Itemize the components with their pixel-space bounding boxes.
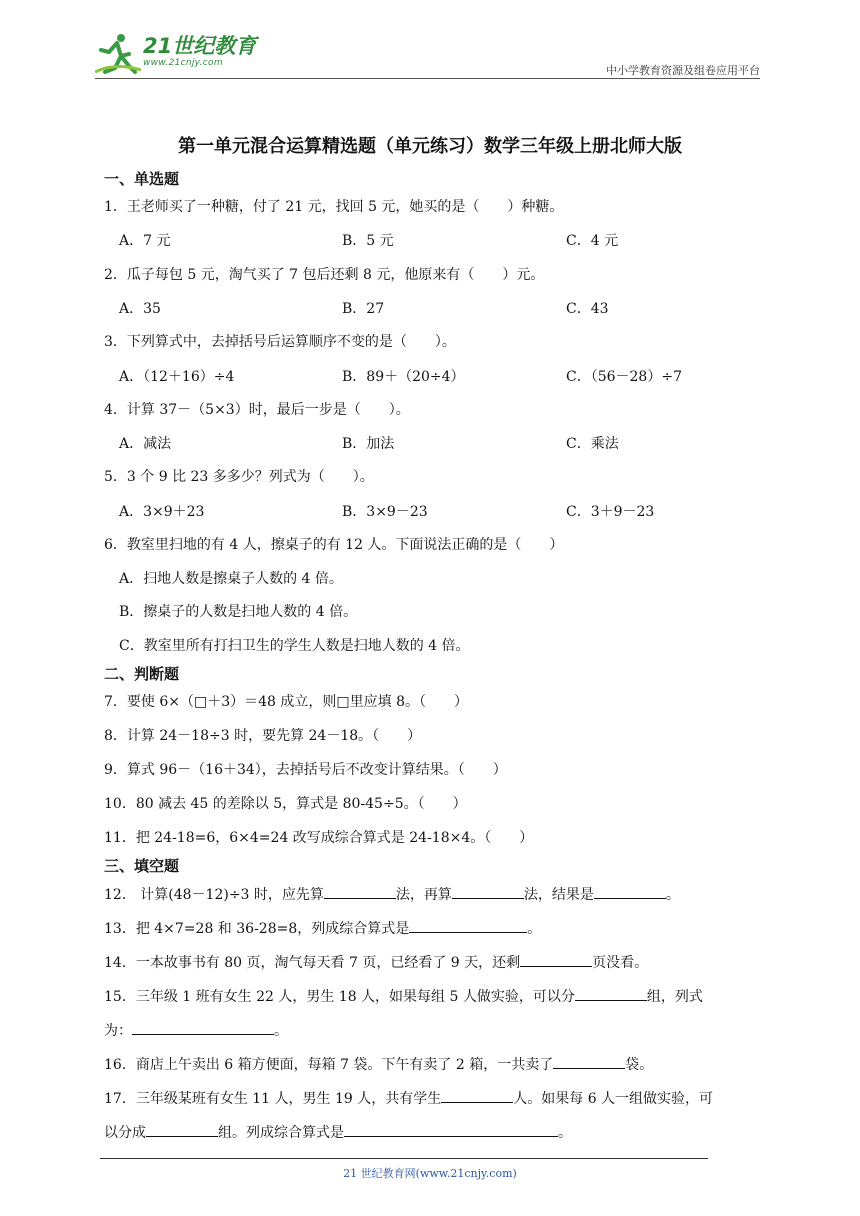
question-14-text-1: 14．一本故事书有 80 页，淘气每天看 7 页，已经看了 9 天，还剩 <box>104 955 521 971</box>
question-17-text-3: 以分成 <box>104 1125 146 1141</box>
answer-blank[interactable] <box>409 918 527 933</box>
option-3a[interactable]: A．（12＋16）÷4 <box>119 369 235 385</box>
question-2: 2．瓜子每包 5 元，淘气买了 7 包后还剩 8 元，他原来有（ ）元。 <box>104 267 545 283</box>
page-title: 第一单元混合运算精选题（单元练习）数学三年级上册北师大版 <box>178 136 682 157</box>
answer-blank[interactable] <box>452 884 524 899</box>
answer-blank[interactable] <box>575 986 647 1001</box>
question-15-text-4: 。 <box>274 1023 288 1039</box>
question-7: 7．要使 6×（□＋3）＝48 成立，则□里应填 8。（ ） <box>104 694 468 710</box>
answer-blank[interactable] <box>594 884 666 899</box>
question-4: 4．计算 37－（5×3）时，最后一步是（ ）。 <box>104 402 410 418</box>
question-12-text-4: 。 <box>665 887 680 903</box>
option-3b[interactable]: B．89＋（20÷4） <box>342 369 465 385</box>
answer-blank[interactable] <box>146 1122 218 1137</box>
question-13-text-1: 13．把 4×7=28 和 36-28=8，列成综合算式是 <box>104 921 410 937</box>
option-2a[interactable]: A．35 <box>119 301 161 317</box>
question-14-text-2: 页没看。 <box>592 955 649 971</box>
option-1b[interactable]: B．5 元 <box>342 233 394 249</box>
question-15-continued <box>104 1020 288 1040</box>
option-4a[interactable]: A．减法 <box>119 436 172 452</box>
option-5c[interactable]: C．3＋9－23 <box>566 504 655 520</box>
question-17-text-5: 。 <box>558 1125 572 1141</box>
option-6b[interactable]: B．擦桌子的人数是扫地人数的 4 倍。 <box>119 604 358 620</box>
page-header <box>95 28 760 80</box>
question-17-text-4: 组。列成综合算式是 <box>218 1125 344 1141</box>
question-16-text-1: 16．商店上午卖出 6 箱方便面，每箱 7 袋。下午有卖了 2 箱，一共卖了 <box>104 1057 554 1073</box>
logo-url: www.21cnjy.com <box>143 58 223 68</box>
question-15 <box>104 986 703 1006</box>
option-3c[interactable]: C．（56－28）÷7 <box>566 369 682 385</box>
section-heading-fill-blank: 三、填空题 <box>104 857 180 875</box>
question-13-text-2: 。 <box>527 921 542 937</box>
question-12-text-1: 12． 计算(48－12)÷3 时，应先算 <box>104 887 324 903</box>
question-3: 3．下列算式中，去掉括号后运算顺序不变的是（ ）。 <box>104 334 456 350</box>
runner-logo-icon <box>95 32 141 76</box>
option-2c[interactable]: C．43 <box>566 301 609 317</box>
option-1c[interactable]: C．4 元 <box>566 233 619 249</box>
option-4b[interactable]: B．加法 <box>342 436 395 452</box>
question-14 <box>104 952 648 972</box>
footer-divider <box>100 1158 708 1159</box>
question-16-text-2: 袋。 <box>625 1057 654 1073</box>
option-1a[interactable]: A．7 元 <box>119 233 171 249</box>
question-17-text-1: 17．三年级某班有女生 11 人，男生 19 人，共有学生 <box>104 1091 442 1107</box>
option-5a[interactable]: A．3×9＋23 <box>119 504 205 520</box>
option-6a[interactable]: A．扫地人数是擦桌子人数的 4 倍。 <box>119 571 343 587</box>
question-12-text-2: 法，再算 <box>395 887 452 903</box>
platform-name: 中小学教育资源及组卷应用平台 <box>606 64 760 77</box>
option-2b[interactable]: B．27 <box>342 301 385 317</box>
header-divider <box>95 78 760 79</box>
question-17 <box>104 1088 713 1108</box>
option-5b[interactable]: B．3×9－23 <box>342 504 428 520</box>
question-8: 8．计算 24－18÷3 时，要先算 24－18。（ ） <box>104 728 422 744</box>
section-heading-single-choice: 一、单选题 <box>104 170 180 188</box>
answer-blank[interactable] <box>553 1054 625 1069</box>
question-10: 10．80 减去 45 的差除以 5，算式是 80-45÷5。（ ） <box>104 796 467 812</box>
question-12 <box>104 884 680 904</box>
answer-blank[interactable] <box>441 1088 513 1103</box>
question-6: 6．教室里扫地的有 4 人，擦桌子的有 12 人。下面说法正确的是（ ） <box>104 537 564 553</box>
section-heading-true-false: 二、判断题 <box>104 665 180 683</box>
option-6c[interactable]: C．教室里所有打扫卫生的学生人数是扫地人数的 4 倍。 <box>119 638 470 654</box>
logo-brand: 21世纪教育 <box>143 34 257 58</box>
question-5: 5．3 个 9 比 23 多多少？列式为（ ）。 <box>104 469 374 485</box>
question-13 <box>104 918 541 938</box>
question-12-text-3: 法，结果是 <box>523 887 594 903</box>
question-17-continued <box>104 1122 572 1142</box>
answer-blank[interactable] <box>520 952 592 967</box>
question-1: 1．王老师买了一种糖，付了 21 元，找回 5 元，她买的是（ ）种糖。 <box>104 199 564 215</box>
option-4c[interactable]: C．乘法 <box>566 436 619 452</box>
question-15-text-1: 15．三年级 1 班有女生 22 人，男生 18 人，如果每组 5 人做实验，可以分 <box>104 989 575 1005</box>
question-9: 9．算式 96－（16＋34），去掉括号后不改变计算结果。（ ） <box>104 762 507 778</box>
answer-blank[interactable] <box>344 1122 558 1137</box>
question-15-text-2: 组，列式 <box>646 989 703 1005</box>
answer-blank[interactable] <box>324 884 396 899</box>
question-15-text-3: 为： <box>104 1023 132 1039</box>
question-16 <box>104 1054 653 1074</box>
question-11: 11．把 24-18=6，6×4=24 改写成综合算式是 24-18×4。（ ） <box>104 830 534 846</box>
answer-blank[interactable] <box>132 1020 274 1035</box>
page-footer: 21 世纪教育网(www.21cnjy.com) <box>343 1167 517 1180</box>
question-17-text-2: 人。如果每 6 人一组做实验，可 <box>513 1091 714 1107</box>
